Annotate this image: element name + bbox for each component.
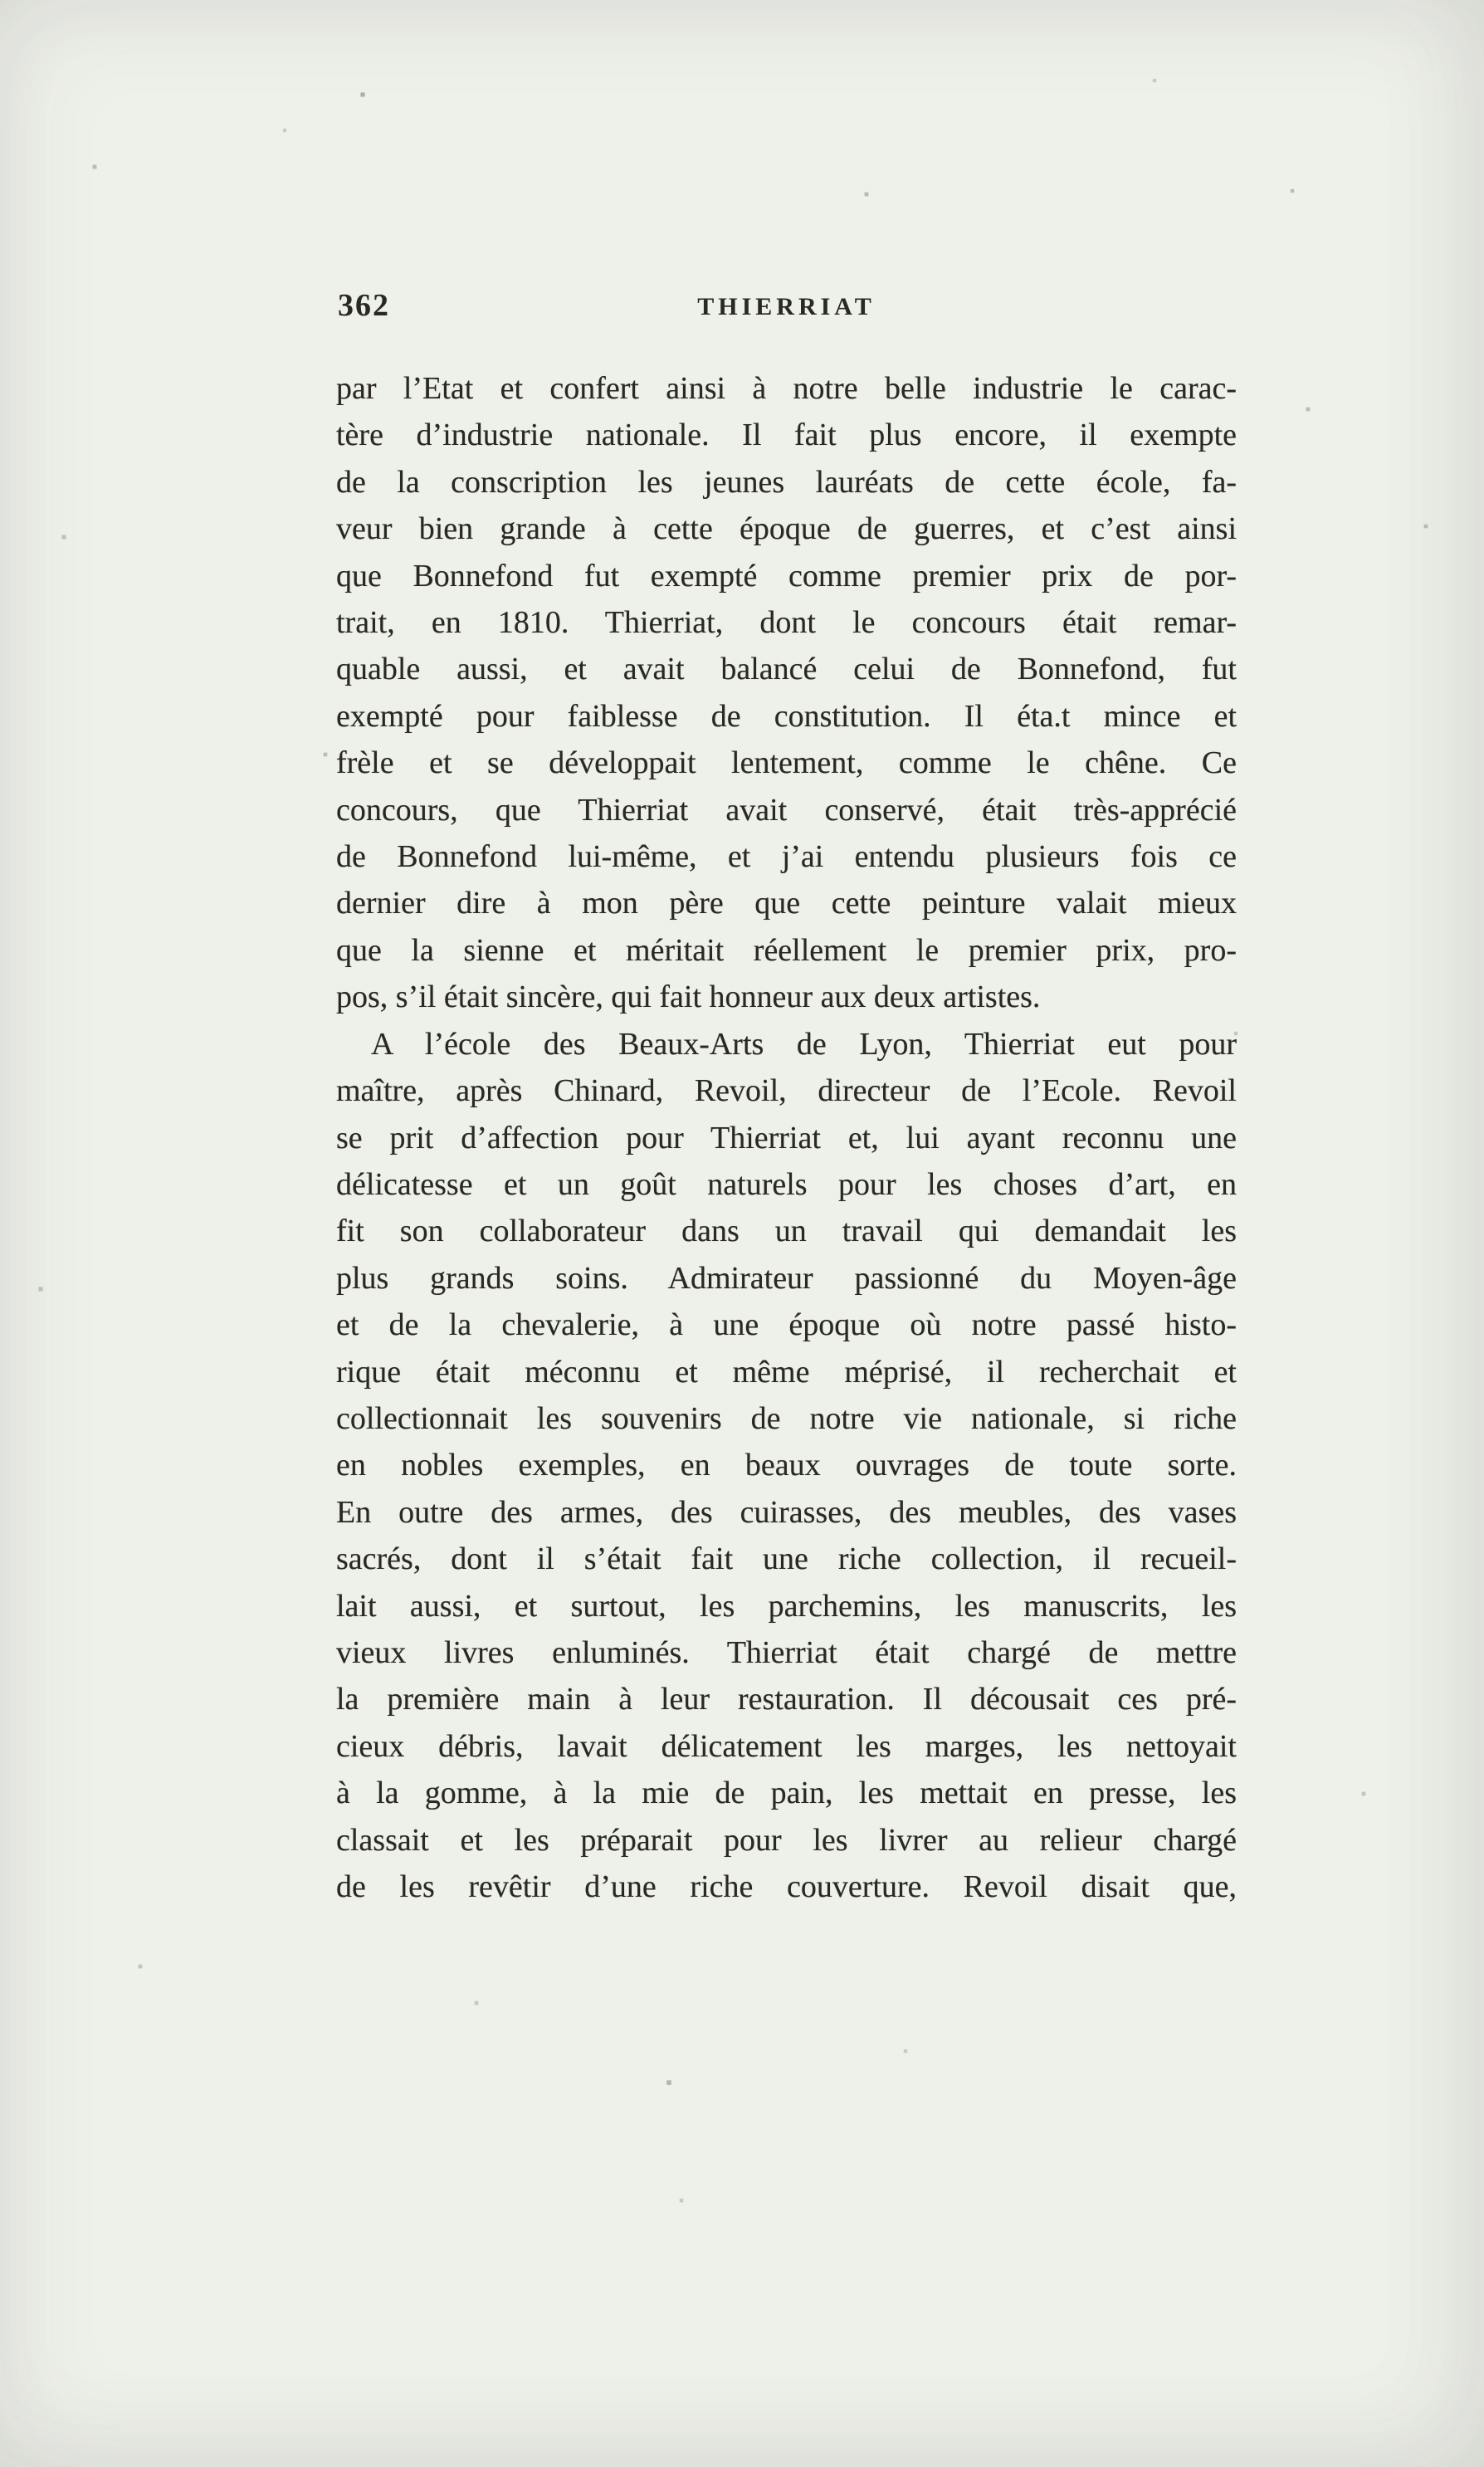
text-line: la première main à leur restauration. Il décousait ces pré- — [336, 1682, 1237, 1717]
text-line: vieux livres enluminés. Thierriat était chargé de mettre — [336, 1634, 1237, 1670]
text-line: trait, en 1810. Thierriat, dont le concours était remar- — [336, 605, 1237, 641]
page-number: 362 — [338, 288, 390, 323]
text-line: et de la chevalerie, à une époque où notre passé histo- — [336, 1307, 1237, 1343]
text-line: que la sienne et méritait réellement le premier prix, pro- — [336, 932, 1237, 968]
running-title: THIERRIAT — [697, 293, 876, 320]
text-line: rique était méconnu et même méprisé, il recherchait et — [336, 1354, 1237, 1390]
text-line: exempté pour faiblesse de constitution. Il éta.t mince et — [336, 698, 1237, 734]
text-line: plus grands soins. Admirateur passionné du Moyen-âge — [336, 1260, 1237, 1296]
text-line: quable aussi, et avait balancé celui de Bonnefond, fut — [336, 652, 1237, 687]
text-line: veur bien grande à cette époque de guerres, et c’est ainsi — [336, 511, 1237, 547]
text-line: de la conscription les jeunes lauréats de cette école, fa- — [336, 464, 1237, 500]
page-body — [336, 365, 1237, 1910]
text-line: de Bonnefond lui-même, et j’ai entendu plusieurs fois ce — [336, 839, 1237, 875]
text-line: A l’école des Beaux-Arts de Lyon, Thierriat eut pour — [371, 1026, 1237, 1062]
text-line: lait aussi, et surtout, les parchemins, les manuscrits, les — [336, 1588, 1237, 1624]
text-line: concours, que Thierriat avait conservé, était très-apprécié — [336, 792, 1237, 828]
text-line: en nobles exemples, en beaux ouvrages de toute sorte. — [336, 1448, 1237, 1483]
text-line: tère d’industrie nationale. Il fait plus encore, il exempte — [336, 418, 1237, 453]
paragraph — [336, 365, 1237, 1021]
paragraph — [336, 1021, 1237, 1911]
text-line: dernier dire à mon père que cette peinture valait mieux — [336, 886, 1237, 921]
text-line: frèle et se développait lentement, comme le chêne. Ce — [336, 745, 1237, 781]
text-line: classait et les préparait pour les livrer au relieur chargé — [336, 1822, 1237, 1858]
text-line: par l’Etat et confert ainsi à notre belle industrie le carac- — [336, 371, 1237, 406]
text-line: fit son collaborateur dans un travail qui demandait les — [336, 1214, 1237, 1249]
text-line: sacrés, dont il s’était fait une riche collection, il recueil- — [336, 1541, 1237, 1577]
text-line: pos, s’il était sincère, qui fait honneur aux deux artistes. — [336, 979, 1041, 1015]
page-header — [336, 287, 1237, 330]
text-line: maître, après Chinard, Revoil, directeur de l’Ecole. Revoil — [336, 1073, 1237, 1109]
text-line: de les revêtir d’une riche couverture. Revoil disait que, — [336, 1869, 1237, 1904]
scan-speckles — [0, 0, 2, 2]
text-line: que Bonnefond fut exempté comme premier prix de por- — [336, 558, 1237, 594]
text-line: se prit d’affection pour Thierriat et, lui ayant reconnu une — [336, 1120, 1237, 1155]
text-line: à la gomme, à la mie de pain, les mettait en presse, les — [336, 1776, 1237, 1811]
text-line: En outre des armes, des cuirasses, des meubles, des vases — [336, 1494, 1237, 1530]
text-line: cieux débris, lavait délicatement les marges, les nettoyait — [336, 1728, 1237, 1764]
text-line: collectionnait les souvenirs de notre vie nationale, si riche — [336, 1400, 1237, 1436]
text-line: délicatesse et un goût naturels pour les choses d’art, en — [336, 1166, 1237, 1202]
